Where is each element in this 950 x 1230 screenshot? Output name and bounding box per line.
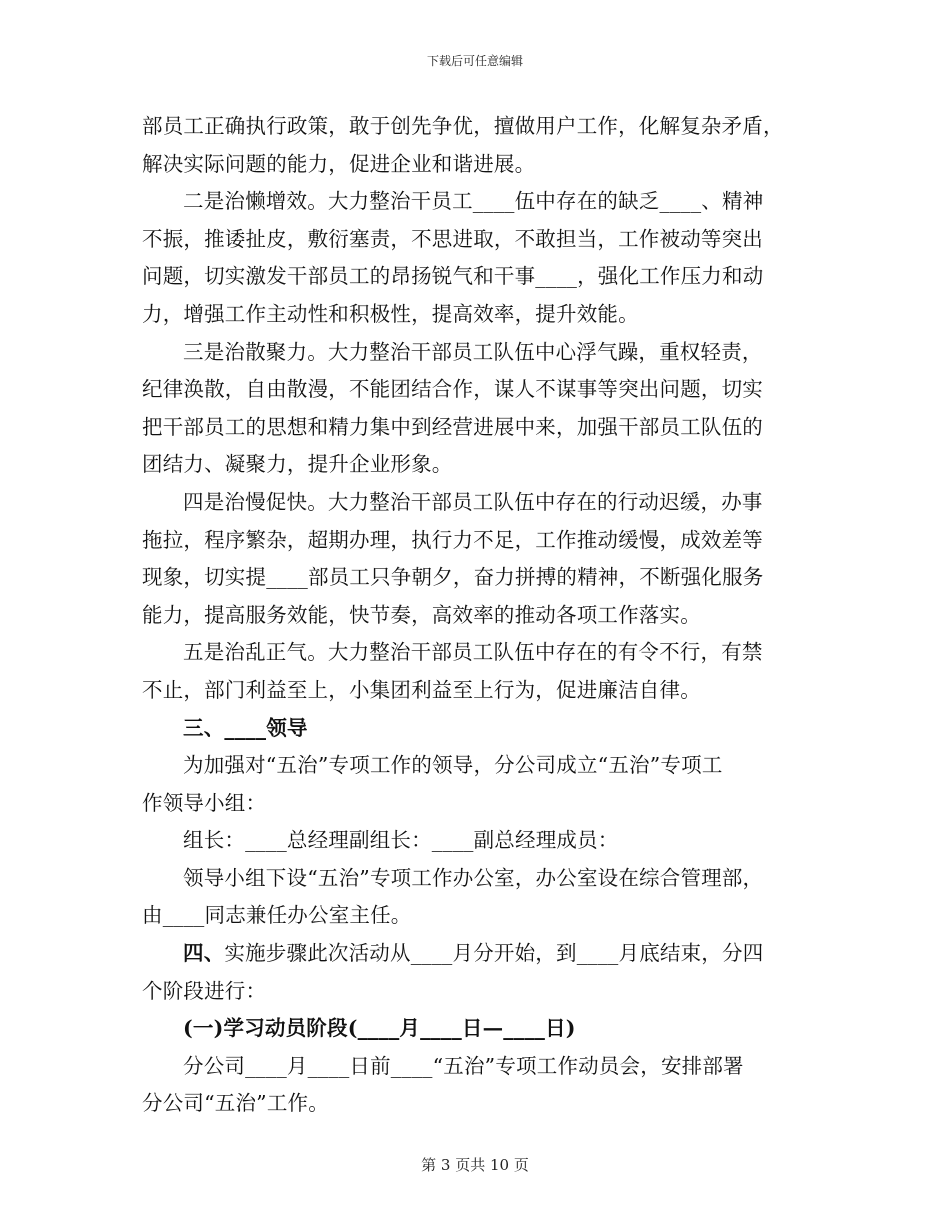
text-line: 现象，切实提____部员工只争朝夕，奋力拼搏的精神，不断强化服务: [142, 565, 764, 590]
text-line: 把干部员工的思想和精力集中到经营进展中来，加强干部员工队伍的: [142, 414, 763, 439]
text-line: 拖拉，程序繁杂，超期办理，执行力不足，工作推动缓慢，成效差等: [142, 527, 763, 552]
text-line: (一)学习动员阶段(____月____日—____日): [183, 1016, 576, 1041]
text-line: 纪律涣散，自由散漫，不能团结合作，谋人不谋事等突出问题，切实: [142, 377, 763, 402]
text-line: 个阶段进行：: [142, 978, 267, 1003]
text-line: 能力，提高服务效能，快节奏，高效率的推动各项工作落实。: [142, 602, 701, 627]
text-line: [142, 935, 808, 973]
text-line: 问题，切实激发干部员工的昂扬锐气和干事____，强化工作压力和动: [142, 264, 764, 289]
text-line: 分公司____月____日前____“五治”专项工作动员会，安排部署: [183, 1053, 744, 1078]
text-line: 四是治慢促快。大力整治干部员工队伍中存在的行动迟缓，办事: [183, 489, 763, 514]
page-footer-number: 第 3 页共 10 页: [421, 1156, 529, 1174]
text-line: 为加强对“五治”专项工作的领导，分公司成立“五治”专项工: [183, 753, 723, 778]
text-line: 部员工正确执行政策，敢于创先争优，擅做用户工作，化解复杂矛盾，: [142, 114, 784, 138]
text-line: 二是治懒增效。大力整治干员工____伍中存在的缺乏____、精神: [183, 189, 764, 214]
text-line: 团结力、凝聚力，提升企业形象。: [142, 452, 453, 477]
document-body: [142, 108, 808, 1123]
page-header-note: 下载后可任意编辑: [426, 54, 523, 68]
text-line: 不止，部门利益至上，小集团利益至上行为，促进廉洁自律。: [142, 677, 701, 702]
text-line: 三是治散聚力。大力整治干部员工队伍中心浮气躁，重权轻责，: [183, 339, 763, 364]
text-line: 组长：____总经理副组长：____副总经理成员：: [183, 828, 619, 853]
text-line: 三、____领导: [183, 715, 308, 740]
text-line: 解决实际问题的能力，促进企业和谐进展。: [142, 151, 536, 176]
line-rest: 实施步骤此次活动从____月分开始，到____月底结束，分四: [224, 941, 764, 966]
text-line: 作领导小组：: [142, 790, 267, 815]
text-line: 五是治乱正气。大力整治干部员工队伍中存在的有令不行，有禁: [183, 640, 763, 665]
text-line: 力，增强工作主动性和积极性，提高效率，提升效能。: [142, 301, 639, 326]
text-line: 分公司“五治”工作。: [142, 1091, 329, 1116]
text-line: 领导小组下设“五治”专项工作办公室，办公室设在综合管理部，: [183, 865, 764, 890]
text-line: 不振，推诿扯皮，敷衍塞责，不思进取，不敢担当，工作被动等突出: [142, 226, 763, 251]
text-line: 由____同志兼任办公室主任。: [142, 903, 412, 928]
section-number: 四、: [183, 941, 225, 966]
